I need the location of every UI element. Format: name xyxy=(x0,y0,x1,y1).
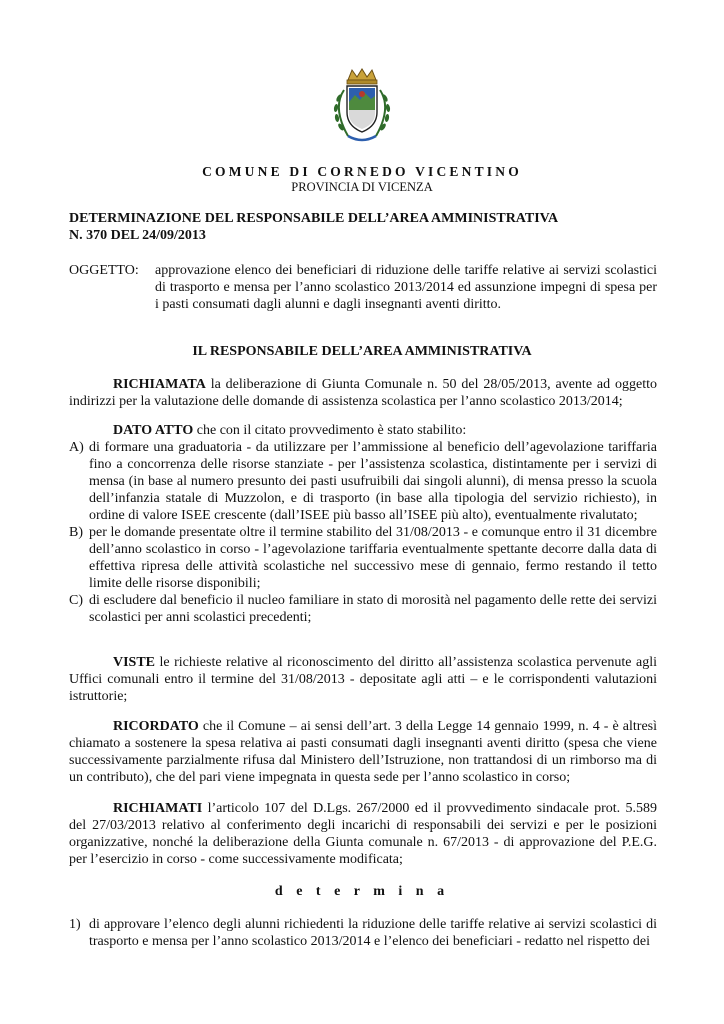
oggetto-label: OGGETTO: xyxy=(69,263,139,278)
richiamati-paragraph xyxy=(69,800,657,868)
list-item-label: C) xyxy=(69,593,83,608)
list-item xyxy=(69,592,657,626)
list-item-label: 1) xyxy=(69,917,81,932)
dato-atto-list xyxy=(69,439,657,626)
list-item-text: per le domande presentate oltre il termine stabilito del 31/08/2013 - e comunque entro il 31 dicembre dell’anno scolastico in corso - l’agevolazione tariffaria eventualmente spettante decorre dalla data di effettiva ripresa delle attività scolastiche nel successivo mese di gennaio, fermo restando il tetto limite delle risorse disponibili; xyxy=(89,525,657,591)
determination-title xyxy=(69,210,558,244)
list-item xyxy=(69,439,657,524)
determination-number: N. 370 DEL 24/09/2013 xyxy=(69,228,206,243)
crown-icon xyxy=(348,69,376,80)
determination-heading: DETERMINAZIONE DEL RESPONSABILE DELL’AREA AMMINISTRATIVA xyxy=(69,211,559,226)
richiamata-keyword: RICHIAMATA xyxy=(113,377,206,392)
municipal-crest xyxy=(326,68,398,150)
viste-paragraph xyxy=(69,654,657,705)
richiamata-paragraph xyxy=(69,376,657,410)
list-item-label: B) xyxy=(69,525,83,540)
list-item xyxy=(69,524,657,592)
section-heading: IL RESPONSABILE DELL’AREA AMMINISTRATIVA xyxy=(192,344,532,359)
comune-name: COMUNE DI CORNEDO VICENTINO xyxy=(202,164,522,179)
provincia-name: PROVINCIA DI VICENZA xyxy=(291,180,433,194)
viste-keyword: VISTE xyxy=(113,655,156,670)
list-item xyxy=(69,916,657,950)
ricordato-paragraph xyxy=(69,718,657,786)
richiamati-text: l’articolo 107 del D.Lgs. 267/2000 ed il provvedimento sindacale prot. 5.589 del 27/03/2013 relativo al conferimento degli incarichi di responsabili dei servizi e per le posizioni organizzative, nonché la deliberazione della Giunta comunale n. 67/2013 - di approvazione del P.E.G. per l’esercizio in corso - come successivamente modificata; xyxy=(69,801,657,867)
decision-list xyxy=(69,916,657,950)
richiamati-keyword: RICHIAMATI xyxy=(113,801,203,816)
dato-atto-keyword: DATO ATTO xyxy=(113,423,194,438)
viste-text: le richieste relative al riconoscimento del diritto all’assistenza scolastica pervenute agli Uffici comunali entro il termine del 31/08/2013 - depositate agli atti – e le corrispondenti valutazioni istruttorie; xyxy=(69,655,657,704)
ricordato-keyword: RICORDATO xyxy=(113,719,199,734)
dato-atto-text: che con il citato provvedimento è stato stabilito: xyxy=(193,423,467,438)
list-item-text: di approvare l’elenco degli alunni richiedenti la riduzione delle tariffe relative ai servizi scolastici di trasporto e mensa per l’anno scolastico 2013/2014 e l’elenco dei beneficiari - redatto nel rispetto dei xyxy=(89,917,657,949)
determina-heading: d e t e r m i n a xyxy=(274,884,450,899)
list-item-label: A) xyxy=(69,440,84,455)
richiamata-text: la deliberazione di Giunta Comunale n. 50 del 28/05/2013, avente ad oggetto indirizzi per la valutazione delle domande di assistenza scolastica per l’anno scolastico 2013/2014; xyxy=(69,377,657,409)
list-item-text: di formare una graduatoria - da utilizzare per l’ammissione al beneficio dell’agevolazione tariffaria fino a concorrenza delle risorse stanziate - per l’assistenza scolastica, distintamente per i servizi di mensa (in base al numero presunto dei pasti usufruibili dai singoli alunni), di mensa presso la scuola dell’infanzia statale di Muzzolon, e di trasporto (in base alla tipologia del servizio richiesto), in ordine di valore ISEE crescente (dall’ISEE più basso all’ISEE più alto), eventualmente rivalutato; xyxy=(89,440,657,523)
dato-atto-paragraph xyxy=(69,422,657,439)
oggetto-text: approvazione elenco dei beneficiari di riduzione delle tariffe relative ai servizi scolastici di trasporto e mensa per l’anno scolastico 2013/2014 ed assunzione impegni di spesa per i pasti consumati dagli alunni e dagli insegnanti aventi diritto. xyxy=(155,263,657,312)
list-item-text: di escludere dal beneficio il nucleo familiare in stato di morosità nel pagamento delle rette dei servizi scolastici per anni scolastici precedenti; xyxy=(89,593,657,625)
ricordato-text: che il Comune – ai sensi dell’art. 3 della Legge 14 gennaio 1999, n. 4 - è altresì chiamato a sostenere la spesa relativa ai pasti consumati dagli insegnanti aventi diritto (spesa che viene successivamente parzialmente rifusa dal Ministero dell’Istruzione, non trattandosi di un rimborso ma di un contributo), che del pari viene impegnata in questa sede per l’anno scolastico in corso; xyxy=(69,719,657,785)
